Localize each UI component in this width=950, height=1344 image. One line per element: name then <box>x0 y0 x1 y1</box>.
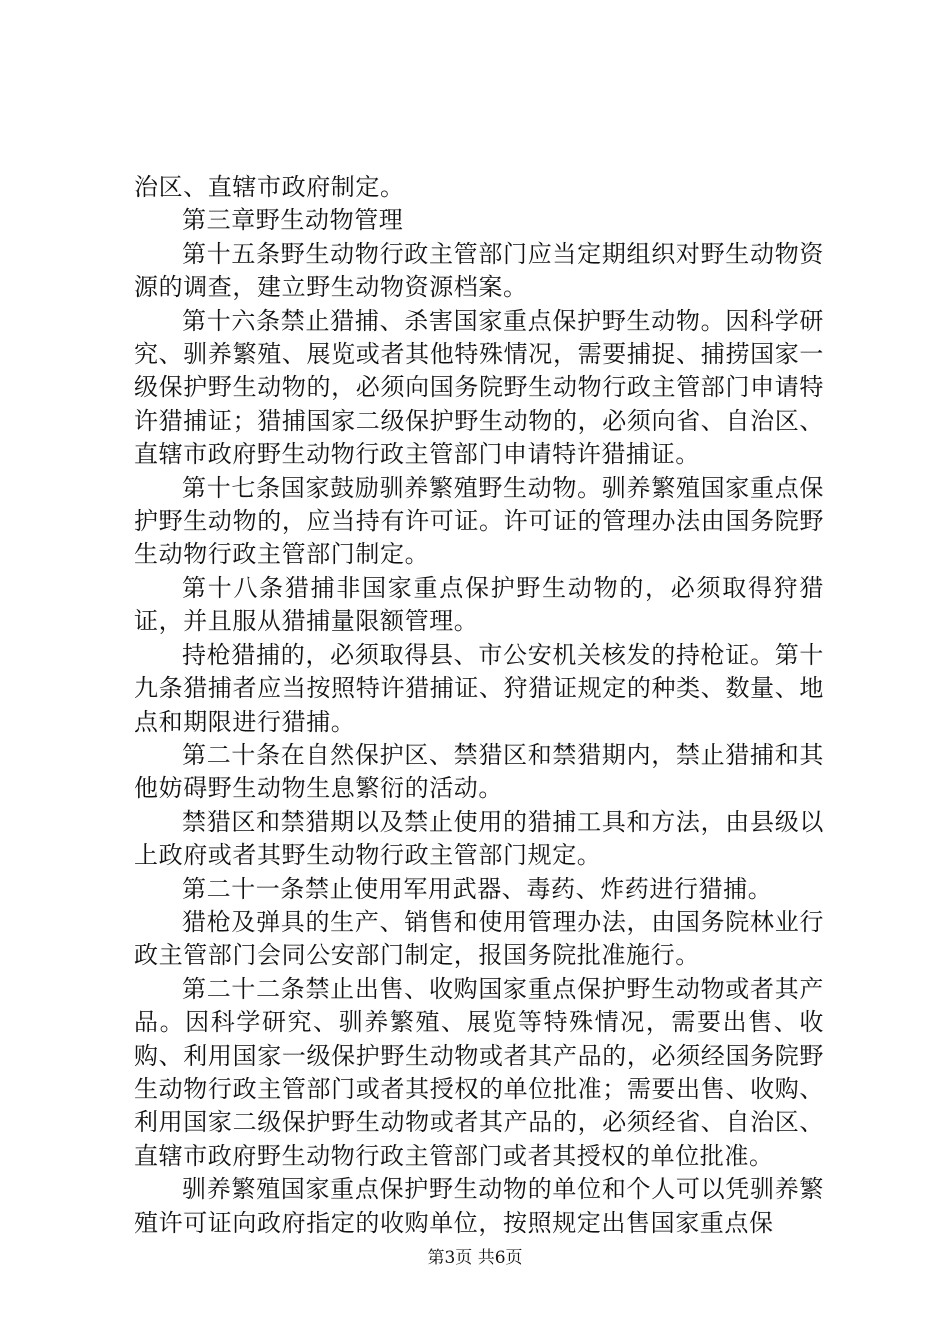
page-number-footer: 第3页 共6页 <box>427 1248 523 1268</box>
article-20-clause-paragraph: 禁猎区和禁猎期以及禁止使用的猎捕工具和方法，由县级以上政府或者其野生动物行政主管部门规定。 <box>134 807 824 870</box>
document-body <box>134 171 824 1240</box>
article-15-paragraph: 第十五条野生动物行政主管部门应当定期组织对野生动物资源的调查，建立野生动物资源档案。 <box>134 239 824 302</box>
article-16-paragraph: 第十六条禁止猎捕、杀害国家重点保护野生动物。因科学研究、驯养繁殖、展览或者其他特殊情况，需要捕捉、捕捞国家一级保护野生动物的，必须向国务院野生动物行政主管部门申请特许猎捕证；猎捕国家二级保护野生动物的，必须向省、自治区、直辖市政府野生动物行政主管部门申请特许猎捕证。 <box>134 306 824 469</box>
article-19-paragraph: 持枪猎捕的，必须取得县、市公安机关核发的持枪证。第十九条猎捕者应当按照特许猎捕证、狩猎证规定的种类、数量、地点和期限进行猎捕。 <box>134 640 824 736</box>
article-17-paragraph: 第十七条国家鼓励驯养繁殖野生动物。驯养繁殖国家重点保护野生动物的，应当持有许可证。许可证的管理办法由国务院野生动物行政主管部门制定。 <box>134 473 824 569</box>
article-22-paragraph: 第二十二条禁止出售、收购国家重点保护野生动物或者其产品。因科学研究、驯养繁殖、展览等特殊情况，需要出售、收购、利用国家一级保护野生动物或者其产品的，必须经国务院野生动物行政主管部门或者其授权的单位批准；需要出售、收购、利用国家二级保护野生动物或者其产品的，必须经省、自治区、直辖市政府野生动物行政主管部门或者其授权的单位批准。 <box>134 974 824 1170</box>
article-18-paragraph: 第十八条猎捕非国家重点保护野生动物的，必须取得狩猎证，并且服从猎捕量限额管理。 <box>134 573 824 636</box>
article-22-clause-paragraph: 驯养繁殖国家重点保护野生动物的单位和个人可以凭驯养繁殖许可证向政府指定的收购单位，按照规定出售国家重点保 <box>134 1175 824 1237</box>
chapter-heading: 第三章野生动物管理 <box>182 206 404 235</box>
paragraph-continuation: 治区、直辖市政府制定。 <box>134 173 405 201</box>
article-21-paragraph: 第二十一条禁止使用军用武器、毒药、炸药进行猎捕。 <box>182 874 773 903</box>
article-20-paragraph: 第二十条在自然保护区、禁猎区和禁猎期内，禁止猎捕和其他妨碍野生动物生息繁衍的活动。 <box>134 740 824 803</box>
article-21-clause-paragraph: 猎枪及弹具的生产、销售和使用管理办法，由国务院林业行政主管部门会同公安部门制定，报国务院批准施行。 <box>134 907 824 970</box>
